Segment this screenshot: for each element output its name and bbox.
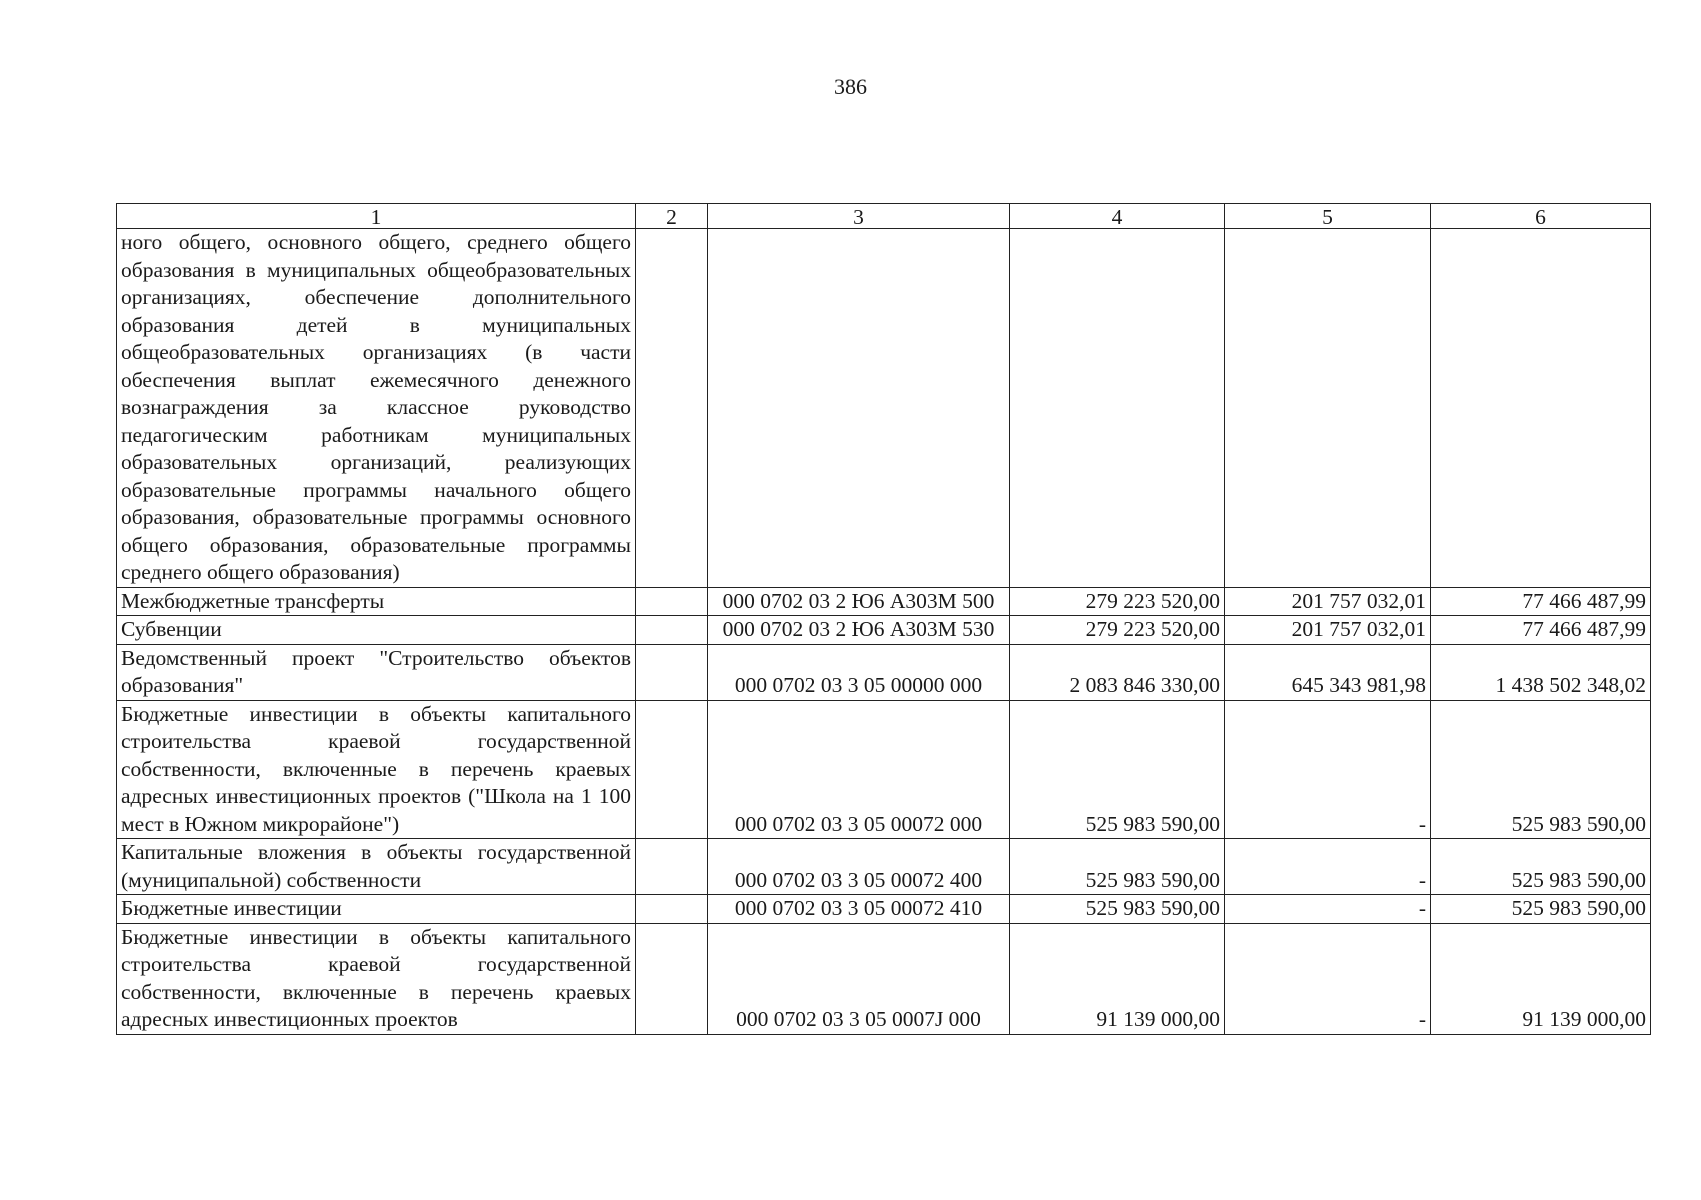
column-header: 1 [117,204,636,229]
row-col5: 645 343 981,98 [1225,644,1431,700]
row-col6: 525 983 590,00 [1431,700,1651,839]
table-row [117,923,1651,1034]
row-col4: 279 223 520,00 [1010,616,1225,645]
row-code [708,229,1010,588]
row-col2 [636,923,708,1034]
row-col6: 77 466 487,99 [1431,616,1651,645]
row-col2 [636,616,708,645]
column-header: 6 [1431,204,1651,229]
column-header: 5 [1225,204,1431,229]
page-number: 386 [834,74,867,99]
column-header: 3 [708,204,1010,229]
row-col2 [636,839,708,895]
column-header: 4 [1010,204,1225,229]
row-col6: 77 466 487,99 [1431,587,1651,616]
row-code: 000 0702 03 3 05 00072 000 [708,700,1010,839]
row-name: Бюджетные инвестиции в объекты капитального строительства краевой государственной собственности, включенные в перечень краевых адресных инвестиционных проектов ("Школа на 1 100 мест в Южном микрорайоне") [117,700,636,839]
row-col4: 525 983 590,00 [1010,895,1225,924]
table-row [117,587,1651,616]
row-name: Бюджетные инвестиции [117,895,636,924]
row-name: Ведомственный проект "Строительство объектов образования" [117,644,636,700]
table-row [117,895,1651,924]
column-header: 2 [636,204,708,229]
row-col5: - [1225,839,1431,895]
row-name: Бюджетные инвестиции в объекты капитального строительства краевой государственной собственности, включенные в перечень краевых адресных инвестиционных проектов [117,923,636,1034]
row-col2 [636,700,708,839]
table-row [117,839,1651,895]
budget-table [116,203,1651,1035]
row-name: Межбюджетные трансферты [117,587,636,616]
row-col2 [636,229,708,588]
table-row [117,616,1651,645]
row-col4: 279 223 520,00 [1010,587,1225,616]
row-col5: 201 757 032,01 [1225,587,1431,616]
row-code: 000 0702 03 3 05 00072 410 [708,895,1010,924]
row-col6 [1431,229,1651,588]
row-col6: 525 983 590,00 [1431,839,1651,895]
row-name: Капитальные вложения в объекты государственной (муниципальной) собственности [117,839,636,895]
row-col5: - [1225,700,1431,839]
row-name: ного общего, основного общего, среднего общего образования в муниципальных общеобразовательных организациях, обеспечение дополнительного образования детей в муниципальных общеобразовательных организациях (в части обеспечения выплат ежемесячного денежного вознаграждения за классное руководство педагогическим работникам муниципальных образовательных организаций, реализующих образовательные программы начального общего образования, образовательные программы основного общего образования, образовательные программы среднего общего образования) [117,229,636,588]
table-header-row [117,204,1651,229]
row-code: 000 0702 03 3 05 0007J 000 [708,923,1010,1034]
row-col6: 1 438 502 348,02 [1431,644,1651,700]
row-col5: 201 757 032,01 [1225,616,1431,645]
table-row [117,644,1651,700]
row-col4: 2 083 846 330,00 [1010,644,1225,700]
row-col2 [636,587,708,616]
row-code: 000 0702 03 2 Ю6 А303М 530 [708,616,1010,645]
table-row [117,229,1651,588]
table-row [117,700,1651,839]
row-col2 [636,644,708,700]
row-col6: 91 139 000,00 [1431,923,1651,1034]
row-col5: - [1225,923,1431,1034]
row-col5 [1225,229,1431,588]
row-col4: 525 983 590,00 [1010,700,1225,839]
row-col2 [636,895,708,924]
row-code: 000 0702 03 2 Ю6 А303М 500 [708,587,1010,616]
row-col4: 91 139 000,00 [1010,923,1225,1034]
row-col6: 525 983 590,00 [1431,895,1651,924]
row-code: 000 0702 03 3 05 00000 000 [708,644,1010,700]
row-col4: 525 983 590,00 [1010,839,1225,895]
row-name: Субвенции [117,616,636,645]
row-col5: - [1225,895,1431,924]
row-col4 [1010,229,1225,588]
row-code: 000 0702 03 3 05 00072 400 [708,839,1010,895]
